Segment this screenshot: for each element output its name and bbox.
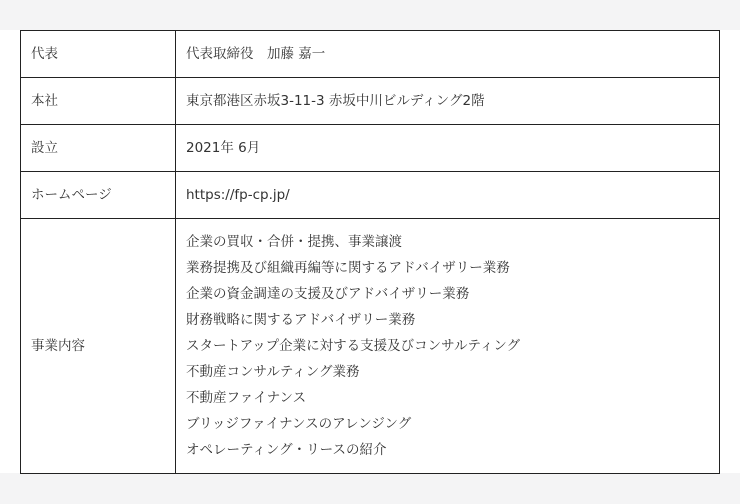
business-item-list — [186, 229, 719, 463]
row-label: 代表 — [21, 31, 176, 78]
row-label: 事業内容 — [21, 219, 176, 474]
row-value: 代表取締役 加藤 嘉一 — [176, 31, 720, 78]
table-row-headquarters — [21, 78, 720, 125]
table-row-representative — [21, 31, 720, 78]
list-item: 企業の資金調達の支援及びアドバイザリー業務 — [186, 286, 470, 302]
content-sheet — [0, 30, 740, 473]
row-value: 東京都港区赤坂3-11-3 赤坂中川ビルディング2階 — [176, 78, 720, 125]
row-label: ホームページ — [21, 172, 176, 219]
list-item: 不動産ファイナンス — [186, 390, 307, 406]
company-info-table — [20, 30, 720, 474]
homepage-url: https://fp-cp.jp/ — [176, 172, 720, 219]
list-item: ブリッジファイナンスのアレンジング — [186, 416, 412, 432]
row-value: 2021年 6月 — [176, 125, 720, 172]
list-item: 企業の買収・合併・提携、事業譲渡 — [186, 234, 402, 250]
business-items-cell — [176, 219, 720, 474]
table-row-business — [21, 219, 720, 474]
row-label: 本社 — [21, 78, 176, 125]
table-row-established — [21, 125, 720, 172]
table-row-homepage — [21, 172, 720, 219]
list-item: 不動産コンサルティング業務 — [186, 364, 360, 380]
list-item: スタートアップ企業に対する支援及びコンサルティング — [186, 338, 521, 354]
row-label: 設立 — [21, 125, 176, 172]
list-item: 財務戦略に関するアドバイザリー業務 — [186, 312, 416, 328]
list-item: オペレーティング・リースの紹介 — [186, 442, 387, 458]
list-item: 業務提携及び組織再編等に関するアドバイザリー業務 — [186, 260, 510, 276]
